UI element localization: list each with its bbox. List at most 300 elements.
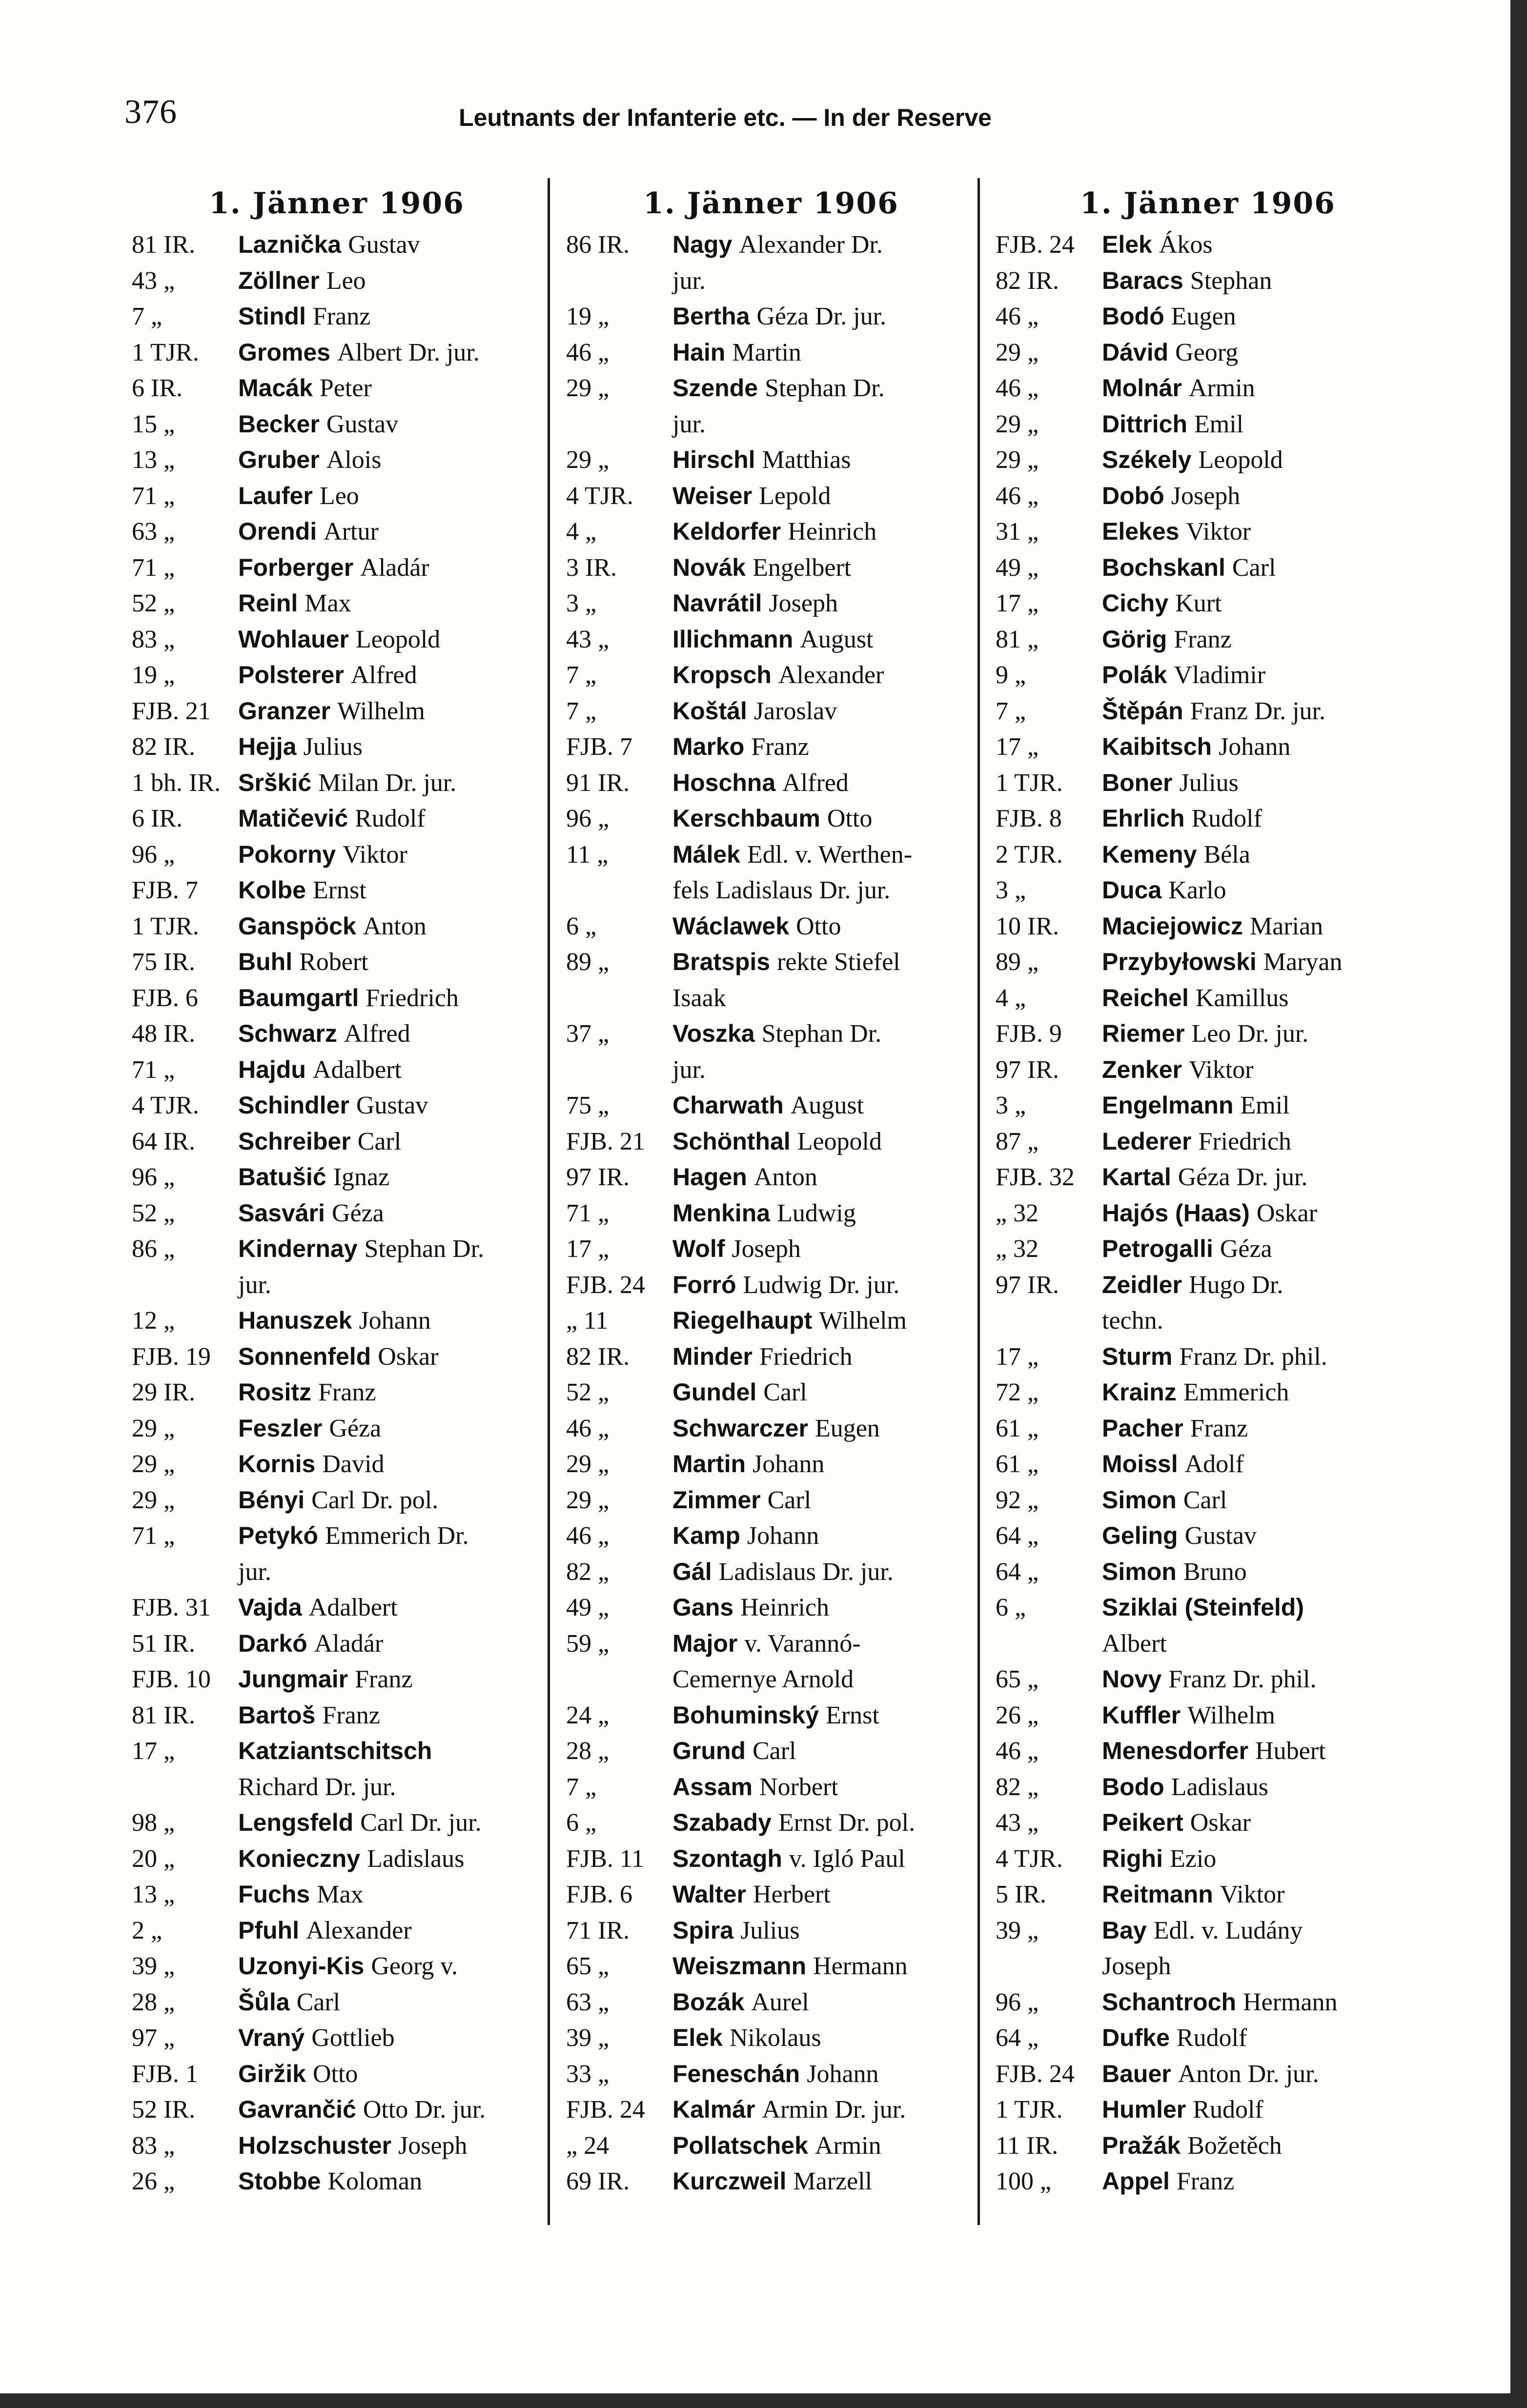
regiment: 26 „ bbox=[996, 1701, 1039, 1729]
surname: Novy bbox=[1102, 1665, 1162, 1693]
regiment: 28 „ bbox=[132, 1988, 175, 2016]
roster-entry bbox=[132, 801, 542, 837]
surname: Zenker bbox=[1102, 1055, 1182, 1083]
regiment: 4 „ bbox=[566, 518, 597, 546]
given-name: Edl. v. Werthen- bbox=[747, 840, 913, 869]
regiment: 96 „ bbox=[566, 805, 610, 832]
regiment: 2 „ bbox=[132, 1916, 163, 1944]
surname: Srškić bbox=[238, 769, 312, 796]
given-name: Franz bbox=[318, 1378, 376, 1406]
roster-entry bbox=[996, 1052, 1420, 1088]
surname: Pražák bbox=[1102, 2131, 1181, 2159]
regiment: 4 TJR. bbox=[132, 1092, 199, 1119]
surname: Elek bbox=[672, 2024, 723, 2051]
entry-continuation: techn. bbox=[1102, 1307, 1163, 1335]
given-name: Adolf bbox=[1184, 1450, 1244, 1478]
regiment: 82 „ bbox=[566, 1558, 610, 1586]
roster-entry bbox=[566, 1411, 976, 1447]
surname: Kerschbaum bbox=[672, 805, 820, 832]
regiment: 83 „ bbox=[132, 2131, 175, 2160]
surname: Székely bbox=[1102, 446, 1192, 473]
given-name: Emmerich bbox=[1183, 1378, 1289, 1406]
roster-entry bbox=[566, 1482, 976, 1518]
regiment: 52 „ bbox=[132, 1199, 175, 1227]
regiment: 59 „ bbox=[566, 1629, 610, 1658]
surname: Hejja bbox=[238, 733, 297, 760]
surname: Bényi bbox=[238, 1486, 305, 1514]
roster-entry bbox=[996, 944, 1420, 980]
surname: Baracs bbox=[1102, 266, 1183, 294]
surname: Kartal bbox=[1102, 1163, 1171, 1191]
given-name: Joseph bbox=[1171, 482, 1241, 510]
roster-entry bbox=[996, 1554, 1420, 1590]
regiment: 29 „ bbox=[132, 1414, 175, 1442]
surname: Dobó bbox=[1102, 482, 1164, 509]
surname: Schreiber bbox=[238, 1127, 351, 1155]
given-name: Alois bbox=[326, 446, 382, 474]
regiment: 26 „ bbox=[132, 2167, 175, 2195]
surname: Málek bbox=[672, 840, 740, 868]
roster-entry bbox=[132, 1518, 542, 1554]
given-name: Max bbox=[305, 589, 351, 617]
roster-entry bbox=[566, 370, 976, 406]
regiment: FJB. 10 bbox=[132, 1665, 211, 1693]
roster-entry bbox=[132, 1841, 542, 1877]
roster-entry bbox=[996, 1482, 1420, 1518]
surname: Baumgartl bbox=[238, 984, 359, 1012]
surname: Grund bbox=[672, 1737, 746, 1764]
entry-continuation: Cemernye Arnold bbox=[672, 1665, 854, 1693]
roster-entry bbox=[996, 1841, 1420, 1877]
regiment: 1 TJR. bbox=[996, 769, 1063, 797]
regiment: 3 IR. bbox=[566, 553, 617, 582]
given-name: Franz bbox=[751, 733, 809, 761]
roster-entry bbox=[132, 335, 542, 371]
regiment: 64 „ bbox=[996, 2024, 1039, 2052]
entry-continuation: jur. bbox=[238, 1271, 271, 1299]
given-name: Otto bbox=[827, 805, 873, 832]
surname: Bertha bbox=[672, 303, 750, 330]
regiment: 24 „ bbox=[566, 1701, 610, 1729]
roster-entry bbox=[132, 1124, 542, 1160]
given-name: Ezio bbox=[1169, 1844, 1217, 1873]
regiment: 7 „ bbox=[566, 1773, 597, 1801]
given-name: Karlo bbox=[1168, 876, 1226, 904]
regiment: 72 „ bbox=[996, 1378, 1039, 1406]
given-name: Ernst bbox=[312, 876, 366, 904]
roster-entry bbox=[132, 765, 542, 801]
given-name: Viktor bbox=[1186, 518, 1251, 546]
surname: Martin bbox=[672, 1450, 746, 1477]
surname: Šůla bbox=[238, 1988, 290, 2016]
regiment: 64 IR. bbox=[132, 1127, 195, 1155]
given-name: Leopold bbox=[355, 625, 441, 653]
given-name: Georg v. bbox=[371, 1952, 458, 1980]
roster-entry bbox=[566, 442, 976, 478]
regiment: 96 „ bbox=[132, 1163, 175, 1191]
regiment: 39 „ bbox=[132, 1952, 175, 1980]
roster-entry bbox=[996, 2056, 1420, 2092]
surname: Maciejowicz bbox=[1102, 912, 1243, 940]
given-name: Hubert bbox=[1255, 1737, 1326, 1765]
given-name: Heinrich bbox=[788, 518, 877, 546]
given-name: Rudolf bbox=[355, 805, 426, 832]
regiment: 29 „ bbox=[566, 1486, 610, 1514]
roster-entry bbox=[566, 1375, 976, 1411]
roster-entry bbox=[132, 657, 542, 693]
given-name: Georg bbox=[1175, 338, 1239, 366]
regiment: 46 „ bbox=[566, 338, 610, 366]
given-name: Johann bbox=[807, 2060, 879, 2088]
given-name: Eugen bbox=[814, 1414, 880, 1442]
roster-entry bbox=[996, 729, 1420, 765]
roster-entry bbox=[132, 1984, 542, 2021]
surname: Sturm bbox=[1102, 1342, 1173, 1370]
roster-entry bbox=[566, 801, 976, 837]
surname: Zeidler bbox=[1102, 1271, 1182, 1298]
roster-entry bbox=[132, 2128, 542, 2164]
given-name: Viktor bbox=[343, 840, 407, 869]
given-name: Kamillus bbox=[1195, 984, 1289, 1012]
regiment: 3 „ bbox=[566, 589, 597, 617]
regiment: 46 „ bbox=[996, 482, 1039, 510]
regiment: 43 „ bbox=[566, 625, 610, 653]
roster-entry bbox=[132, 299, 542, 335]
regiment: FJB. 11 bbox=[566, 1844, 644, 1873]
given-name: v. Igló Paul bbox=[789, 1844, 905, 1873]
surname: Dávid bbox=[1102, 338, 1169, 366]
given-name: Ladislaus bbox=[367, 1844, 465, 1873]
regiment: 29 „ bbox=[996, 446, 1039, 474]
regiment: 97 IR. bbox=[996, 1271, 1059, 1299]
surname: Bay bbox=[1102, 1916, 1147, 1944]
given-name: Géza bbox=[329, 1414, 382, 1442]
roster-entry bbox=[996, 909, 1420, 945]
roster-entry bbox=[566, 2164, 976, 2200]
surname: Ehrlich bbox=[1102, 805, 1185, 832]
given-name: Ladislaus Dr. jur. bbox=[718, 1558, 894, 1586]
given-name: Leo Dr. jur. bbox=[1191, 1020, 1309, 1048]
roster-entry bbox=[132, 550, 542, 586]
regiment: 11 IR. bbox=[996, 2131, 1059, 2160]
surname: Uzonyi-Kis bbox=[238, 1952, 365, 1980]
roster-entry bbox=[996, 514, 1420, 550]
regiment: 82 IR. bbox=[566, 1342, 630, 1371]
regiment: 96 „ bbox=[132, 840, 175, 869]
given-name: Leopold bbox=[797, 1127, 882, 1155]
regiment: 1 bh. IR. bbox=[132, 769, 221, 797]
roster-entry bbox=[132, 1339, 542, 1375]
regiment: 29 „ bbox=[996, 338, 1039, 366]
regiment: 64 „ bbox=[996, 1558, 1039, 1586]
regiment: 82 IR. bbox=[996, 266, 1059, 295]
regiment: FJB. 31 bbox=[132, 1594, 211, 1621]
given-name: Gustav bbox=[326, 410, 399, 438]
roster-entry bbox=[566, 909, 976, 945]
regiment: 19 „ bbox=[566, 303, 610, 330]
given-name: Joseph bbox=[398, 2131, 468, 2160]
surname: Stindl bbox=[238, 303, 306, 330]
given-name: Gustav bbox=[356, 1092, 428, 1119]
roster-entry bbox=[132, 693, 542, 729]
roster-entry bbox=[132, 370, 542, 406]
regiment: 6 „ bbox=[996, 1594, 1026, 1621]
surname: Kurczweil bbox=[672, 2167, 787, 2195]
given-name: Gottlieb bbox=[311, 2024, 395, 2052]
regiment: 7 „ bbox=[132, 303, 163, 330]
surname: Schantroch bbox=[1102, 1988, 1237, 2016]
given-name: v. Varannó- bbox=[744, 1629, 861, 1658]
surname: Görig bbox=[1102, 625, 1167, 653]
given-name: Bruno bbox=[1183, 1558, 1247, 1586]
surname: Becker bbox=[238, 410, 320, 438]
given-name: Lepold bbox=[759, 482, 831, 510]
surname: Schwarczer bbox=[672, 1414, 808, 1442]
regiment: 37 „ bbox=[566, 1020, 610, 1048]
surname: Kuffler bbox=[1102, 1701, 1181, 1729]
surname: Rositz bbox=[238, 1378, 311, 1406]
roster-entry bbox=[132, 872, 542, 909]
roster-entry bbox=[566, 227, 976, 263]
surname: Schönthal bbox=[672, 1127, 791, 1155]
given-name: Otto bbox=[796, 912, 841, 940]
given-name: Norbert bbox=[759, 1773, 838, 1801]
regiment: 43 „ bbox=[132, 266, 175, 295]
regiment: 97 IR. bbox=[566, 1163, 630, 1191]
surname: Zimmer bbox=[672, 1486, 761, 1514]
roster-entry bbox=[132, 1375, 542, 1411]
roster-entry bbox=[132, 406, 542, 443]
regiment: 52 „ bbox=[132, 589, 175, 617]
given-name: Max bbox=[317, 1881, 364, 1908]
regiment: 83 „ bbox=[132, 625, 175, 653]
regiment: FJB. 24 bbox=[566, 2096, 645, 2124]
regiment: FJB. 21 bbox=[566, 1127, 645, 1155]
regiment: 75 „ bbox=[566, 1092, 610, 1119]
surname: Geling bbox=[1102, 1522, 1178, 1549]
roster-entry bbox=[566, 1805, 976, 1841]
surname: Weiszmann bbox=[672, 1952, 807, 1980]
given-name: Julius bbox=[303, 733, 363, 761]
surname: Gruber bbox=[238, 446, 320, 473]
given-name: Joseph bbox=[732, 1235, 801, 1263]
given-name: Rudolf bbox=[1193, 2096, 1263, 2124]
roster-entry bbox=[132, 1948, 542, 1984]
surname: Štěpán bbox=[1102, 697, 1183, 725]
given-name: Julius bbox=[740, 1916, 800, 1944]
roster-entry bbox=[566, 1303, 976, 1339]
given-name: Alfred bbox=[344, 1020, 410, 1048]
roster-entry bbox=[132, 263, 542, 299]
given-name: Johann bbox=[753, 1450, 825, 1478]
regiment: 65 „ bbox=[566, 1952, 610, 1980]
roster-entry bbox=[996, 1195, 1420, 1232]
regiment: FJB. 24 bbox=[566, 1271, 645, 1299]
given-name: Armin bbox=[1188, 374, 1255, 402]
regiment: 81 IR. bbox=[132, 231, 195, 259]
regiment: 33 „ bbox=[566, 2060, 610, 2088]
surname: Orendi bbox=[238, 518, 317, 545]
given-name: Anton Dr. jur. bbox=[1178, 2060, 1319, 2088]
roster-entry bbox=[566, 1877, 976, 1913]
roster-entry bbox=[566, 1016, 976, 1052]
roster-entry bbox=[132, 1482, 542, 1518]
regiment: 3 „ bbox=[996, 1092, 1026, 1119]
surname: Kaibitsch bbox=[1102, 733, 1212, 760]
given-name: Hugo Dr. bbox=[1188, 1271, 1283, 1299]
column-divider bbox=[977, 178, 980, 2225]
roster-entry bbox=[996, 801, 1420, 837]
given-name: August bbox=[800, 625, 874, 653]
roster-entry bbox=[996, 1769, 1420, 1805]
regiment: 29 „ bbox=[132, 1450, 175, 1478]
given-name: Franz bbox=[312, 303, 371, 330]
entry-continuation: jur. bbox=[672, 1055, 706, 1084]
roster-entry bbox=[132, 2092, 542, 2128]
roster-entry bbox=[132, 1877, 542, 1913]
surname: Gavrančić bbox=[238, 2096, 356, 2123]
surname: Gál bbox=[672, 1558, 712, 1585]
regiment: 29 IR. bbox=[132, 1378, 195, 1406]
roster-entry bbox=[996, 1913, 1420, 1949]
regiment: 82 IR. bbox=[132, 733, 195, 761]
surname: Riemer bbox=[1102, 1020, 1185, 1047]
given-name: Koloman bbox=[327, 2167, 422, 2195]
given-name: Aladár bbox=[314, 1629, 384, 1658]
given-name: Franz Dr. jur. bbox=[1190, 697, 1325, 725]
given-name: Leo bbox=[326, 266, 366, 295]
roster-entry bbox=[996, 657, 1420, 693]
surname: Illichmann bbox=[672, 625, 794, 653]
given-name: Friedrich bbox=[759, 1342, 853, 1371]
given-name: Engelbert bbox=[753, 553, 852, 582]
regiment: 71 „ bbox=[132, 553, 175, 582]
surname: Forró bbox=[672, 1271, 736, 1298]
given-name: Carl bbox=[1183, 1486, 1227, 1514]
regiment: 81 „ bbox=[996, 625, 1039, 653]
surname: Hoschna bbox=[672, 769, 776, 796]
roster-entry bbox=[566, 299, 976, 335]
given-name: Artur bbox=[324, 518, 379, 546]
given-name: Carl Dr. jur. bbox=[360, 1809, 482, 1837]
given-name: Anton bbox=[363, 912, 427, 940]
given-name: Stephan bbox=[1190, 266, 1272, 295]
regiment: 69 IR. bbox=[566, 2167, 630, 2195]
regiment: 64 „ bbox=[996, 1522, 1039, 1550]
regiment: „ 11 bbox=[566, 1307, 609, 1335]
roster-entry bbox=[996, 299, 1420, 335]
surname: Jungmair bbox=[238, 1665, 348, 1693]
roster-entry bbox=[132, 1913, 542, 1949]
regiment: 71 IR. bbox=[566, 1916, 630, 1944]
given-name: Oskar bbox=[378, 1342, 439, 1371]
roster-entry bbox=[566, 1769, 976, 1805]
surname: Zöllner bbox=[238, 266, 320, 294]
surname: Navrátil bbox=[672, 589, 762, 617]
column-heading: 1. Jänner 1906 bbox=[643, 186, 899, 221]
roster-entry bbox=[566, 657, 976, 693]
roster-entry bbox=[132, 1195, 542, 1232]
surname: Wolf bbox=[672, 1235, 725, 1262]
surname: Kindernay bbox=[238, 1235, 358, 1262]
given-name: Géza Dr. jur. bbox=[756, 303, 887, 330]
given-name: Carl Dr. pol. bbox=[311, 1486, 439, 1514]
roster-entry bbox=[996, 622, 1420, 658]
regiment: 46 „ bbox=[996, 1737, 1039, 1765]
given-name: Franz bbox=[322, 1701, 380, 1729]
surname: Bochskanl bbox=[1102, 553, 1225, 581]
regiment: 97 IR. bbox=[996, 1055, 1059, 1084]
given-name: Ignaz bbox=[333, 1163, 390, 1191]
given-name: Wilhelm bbox=[337, 697, 425, 725]
roster-entry bbox=[566, 478, 976, 514]
entry-continuation: Albert bbox=[1102, 1629, 1167, 1658]
surname: Spira bbox=[672, 1916, 734, 1944]
surname: Feszler bbox=[238, 1414, 323, 1442]
given-name: Ladislaus bbox=[1171, 1773, 1269, 1801]
roster-entry bbox=[566, 1841, 976, 1877]
roster-entry bbox=[566, 622, 976, 658]
surname: Buhl bbox=[238, 948, 293, 975]
surname: Gromes bbox=[238, 338, 330, 366]
roster-entry bbox=[566, 1590, 976, 1626]
regiment: FJB. 21 bbox=[132, 697, 211, 725]
regiment: 82 „ bbox=[996, 1773, 1039, 1801]
surname: Bodó bbox=[1102, 303, 1164, 330]
regiment: 9 „ bbox=[996, 661, 1026, 689]
roster-entry bbox=[996, 1733, 1420, 1769]
given-name: Božetěch bbox=[1187, 2131, 1282, 2160]
roster-entry bbox=[132, 1626, 542, 1662]
given-name: Albert Dr. jur. bbox=[337, 338, 480, 366]
roster-entry bbox=[996, 2164, 1420, 2200]
roster-entry bbox=[566, 1698, 976, 1734]
surname: Humler bbox=[1102, 2096, 1186, 2123]
regiment: 49 „ bbox=[996, 553, 1039, 582]
regiment: 17 „ bbox=[996, 733, 1039, 761]
regiment: 39 „ bbox=[996, 1916, 1039, 1944]
given-name: Vladimir bbox=[1174, 661, 1266, 689]
roster-entry bbox=[132, 1805, 542, 1841]
given-name: Friedrich bbox=[366, 984, 459, 1012]
given-name: Marzell bbox=[793, 2167, 873, 2195]
regiment: 17 „ bbox=[996, 589, 1039, 617]
surname: Katziantschitsch bbox=[238, 1737, 432, 1764]
roster-entry bbox=[566, 729, 976, 765]
roster-entry bbox=[996, 1877, 1420, 1913]
surname: Forberger bbox=[238, 553, 354, 581]
roster-entry bbox=[566, 837, 976, 873]
regiment: 61 „ bbox=[996, 1414, 1039, 1442]
surname: Lederer bbox=[1102, 1127, 1192, 1155]
regiment: FJB. 7 bbox=[566, 733, 632, 761]
surname: Bodo bbox=[1102, 1773, 1164, 1801]
given-name: Aladár bbox=[360, 553, 429, 582]
regiment: 63 „ bbox=[132, 518, 175, 546]
roster-entry bbox=[566, 1446, 976, 1482]
surname: Elekes bbox=[1102, 518, 1180, 545]
roster-entry bbox=[132, 944, 542, 980]
given-name: Ludwig bbox=[777, 1199, 856, 1227]
regiment: FJB. 24 bbox=[996, 2060, 1075, 2088]
roster-entry bbox=[566, 1733, 976, 1769]
roster-entry bbox=[996, 2128, 1420, 2164]
regiment: 89 „ bbox=[566, 948, 610, 976]
given-name: Wilhelm bbox=[1187, 1701, 1275, 1729]
regiment: 6 „ bbox=[566, 912, 597, 940]
roster-entry bbox=[566, 550, 976, 586]
regiment: 5 IR. bbox=[996, 1881, 1046, 1908]
